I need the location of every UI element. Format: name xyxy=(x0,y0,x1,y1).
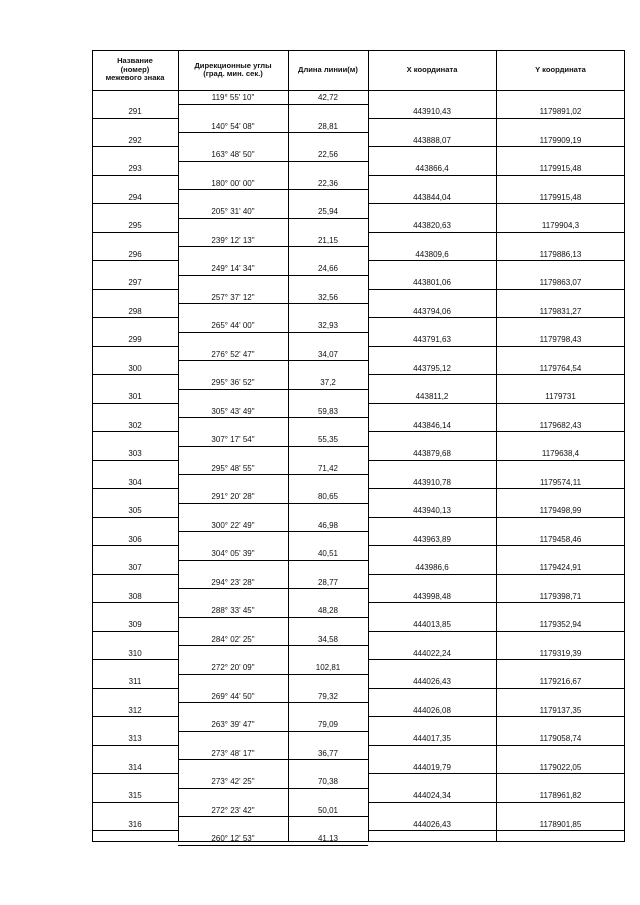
row-rule xyxy=(178,189,368,190)
row-rule xyxy=(92,688,178,689)
point-name-cell: 307 xyxy=(128,563,142,573)
coordinates-table xyxy=(92,50,625,842)
angle-cell: 276° 52' 47" xyxy=(211,349,255,359)
header-length xyxy=(288,50,368,90)
row-rule xyxy=(178,417,368,418)
x-coordinate-cell: 443888,07 xyxy=(413,135,451,145)
row-rule xyxy=(368,488,625,489)
angle-cell: 288° 33' 45" xyxy=(211,606,255,615)
length-cell: 28,81 xyxy=(317,121,339,131)
row-rule xyxy=(178,674,368,675)
length-cell: 59,83 xyxy=(317,406,339,416)
angle-cell: 307° 17' 54" xyxy=(211,435,255,444)
row-rule xyxy=(92,802,178,803)
angle-cell: 265° 44' 00" xyxy=(211,321,255,330)
x-coordinate-cell: 444017,35 xyxy=(413,734,451,744)
row-rule xyxy=(178,360,368,361)
x-coordinate-cell: 444024,34 xyxy=(413,791,451,801)
point-name-cell: 312 xyxy=(128,705,142,715)
angle-cell: 272° 23' 42" xyxy=(211,805,255,815)
row-rule xyxy=(92,460,178,461)
row-rule xyxy=(92,346,178,347)
point-name-cell: 305 xyxy=(128,506,142,516)
row-rule xyxy=(178,588,368,589)
row-rule xyxy=(178,474,368,475)
row-rule xyxy=(368,175,625,176)
header-point-name-line: межевого знака xyxy=(105,73,165,83)
point-name-cell: 306 xyxy=(128,534,142,544)
angle-cell: 269° 44' 50" xyxy=(211,691,255,701)
angle-cell: 295° 36' 52" xyxy=(211,378,255,387)
row-rule xyxy=(368,118,625,119)
y-coordinate-cell: 1179498,99 xyxy=(539,506,582,516)
length-cell: 46,98 xyxy=(317,520,339,530)
angle-cell: 180° 00' 00" xyxy=(211,178,255,188)
header-point-name-line: (номер) xyxy=(120,64,150,74)
row-rule xyxy=(92,631,178,632)
angle-cell: 305° 43' 49" xyxy=(211,406,255,416)
length-cell: 40,51 xyxy=(317,549,339,558)
row-rule xyxy=(368,289,625,290)
length-cell: 22,36 xyxy=(317,178,339,188)
header-rule xyxy=(92,90,625,91)
x-coordinate-cell: 443910,78 xyxy=(413,477,451,487)
x-coordinate-cell: 444019,79 xyxy=(413,762,451,772)
y-coordinate-cell: 1179909,19 xyxy=(539,135,582,145)
point-name-cell: 303 xyxy=(128,449,142,459)
length-cell: 50,01 xyxy=(317,805,339,815)
row-rule xyxy=(178,389,368,390)
row-rule xyxy=(92,745,178,746)
row-rule xyxy=(92,488,178,489)
y-coordinate-cell: 1179137,35 xyxy=(539,705,582,715)
header-angles-line: Дирекционные углы xyxy=(194,60,272,70)
y-coordinate-cell: 1179352,94 xyxy=(539,620,582,630)
y-coordinate-cell: 1179022,05 xyxy=(539,762,582,772)
length-cell: 79,32 xyxy=(317,691,339,701)
point-name-cell: 296 xyxy=(128,249,142,259)
length-cell: 79,09 xyxy=(317,720,339,729)
row-rule xyxy=(92,175,178,176)
row-rule xyxy=(178,816,368,817)
row-rule xyxy=(92,431,178,432)
row-rule xyxy=(92,545,178,546)
row-rule xyxy=(368,830,625,831)
row-rule xyxy=(92,289,178,290)
y-coordinate-cell: 1179891,02 xyxy=(539,107,582,117)
y-coordinate-cell: 1179216,67 xyxy=(539,677,582,687)
angle-cell: 295° 48' 55" xyxy=(211,463,255,473)
row-rule xyxy=(368,574,625,575)
row-rule xyxy=(368,602,625,603)
y-coordinate-cell: 1179319,39 xyxy=(539,648,582,658)
angle-cell: 304° 05' 39" xyxy=(211,549,255,558)
length-cell: 41,13 xyxy=(317,834,339,843)
y-coordinate-cell: 1179886,13 xyxy=(539,249,582,259)
y-coordinate-cell: 1179831,27 xyxy=(539,306,582,316)
header-point-name-line: Название xyxy=(117,56,153,66)
x-coordinate-cell: 443820,63 xyxy=(413,221,451,231)
length-cell: 32,93 xyxy=(317,321,339,330)
row-rule xyxy=(178,617,368,618)
x-coordinate-cell: 444026,08 xyxy=(413,705,451,715)
x-coordinate-cell: 443791,63 xyxy=(413,335,451,345)
y-coordinate-cell: 1178961,82 xyxy=(539,791,582,801)
row-rule xyxy=(368,146,625,147)
row-rule xyxy=(368,745,625,746)
header-angles xyxy=(178,50,288,90)
length-cell: 25,94 xyxy=(317,207,339,216)
row-rule xyxy=(92,260,178,261)
y-coordinate-cell: 1179915,48 xyxy=(539,164,582,174)
length-cell: 80,65 xyxy=(317,492,339,501)
x-coordinate-cell: 443963,89 xyxy=(413,534,451,544)
row-rule xyxy=(178,645,368,646)
y-coordinate-cell: 1179398,71 xyxy=(539,591,582,601)
point-name-cell: 295 xyxy=(128,221,142,231)
header-x-line: X координата xyxy=(406,64,458,74)
length-cell: 22,56 xyxy=(317,150,339,159)
row-rule xyxy=(92,403,178,404)
y-coordinate-cell: 1179458,46 xyxy=(539,534,582,544)
x-coordinate-cell: 443846,14 xyxy=(413,420,451,430)
x-coordinate-cell: 443986,6 xyxy=(415,563,449,573)
y-coordinate-cell: 1179574,11 xyxy=(539,477,582,487)
x-coordinate-cell: 443879,68 xyxy=(413,449,451,459)
x-coordinate-cell: 443811,2 xyxy=(415,392,449,402)
row-rule xyxy=(368,631,625,632)
angle-cell: 300° 22' 49" xyxy=(211,520,255,530)
length-cell: 102,81 xyxy=(315,663,341,672)
point-name-cell: 315 xyxy=(128,791,142,801)
y-coordinate-cell: 1179915,48 xyxy=(539,192,582,202)
length-cell: 28,77 xyxy=(317,577,339,587)
x-coordinate-cell: 444022,24 xyxy=(413,648,451,658)
x-coordinate-cell: 443801,06 xyxy=(413,278,451,288)
row-rule xyxy=(178,104,368,105)
row-rule xyxy=(178,218,368,219)
length-cell: 34,58 xyxy=(317,634,339,644)
angle-cell: 294° 23' 28" xyxy=(211,577,255,587)
angle-cell: 284° 02' 25" xyxy=(211,634,255,644)
row-rule xyxy=(368,545,625,546)
length-cell: 34,07 xyxy=(317,349,339,359)
row-rule xyxy=(178,788,368,789)
header-point-name xyxy=(92,50,178,90)
row-rule xyxy=(368,260,625,261)
angle-cell: 291° 20' 28" xyxy=(211,492,255,501)
row-rule xyxy=(368,659,625,660)
length-cell: 32,56 xyxy=(317,292,339,302)
row-rule xyxy=(92,374,178,375)
row-rule xyxy=(178,132,368,133)
x-coordinate-cell: 443866,4 xyxy=(415,164,449,174)
point-name-cell: 313 xyxy=(128,734,142,744)
y-coordinate-cell: 1179638,4 xyxy=(541,449,580,459)
row-rule xyxy=(92,118,178,119)
x-coordinate-cell: 443794,06 xyxy=(413,306,451,316)
length-cell: 36,77 xyxy=(317,748,339,758)
row-rule xyxy=(368,203,625,204)
row-rule xyxy=(178,702,368,703)
row-rule xyxy=(178,275,368,276)
row-rule xyxy=(368,688,625,689)
length-cell: 21,15 xyxy=(317,235,339,245)
point-name-cell: 294 xyxy=(128,192,142,202)
row-rule xyxy=(178,303,368,304)
row-rule xyxy=(92,830,178,831)
row-rule xyxy=(368,802,625,803)
row-rule xyxy=(178,161,368,162)
length-cell: 48,28 xyxy=(317,606,339,615)
row-rule xyxy=(368,232,625,233)
x-coordinate-cell: 443809,6 xyxy=(415,249,449,259)
row-rule xyxy=(92,574,178,575)
point-name-cell: 309 xyxy=(128,620,142,630)
y-coordinate-cell: 1179424,91 xyxy=(539,563,582,573)
row-rule xyxy=(178,246,368,247)
angle-cell: 249° 14' 34" xyxy=(211,264,255,273)
point-name-cell: 311 xyxy=(128,677,142,687)
header-y-line: Y координата xyxy=(535,64,586,74)
row-rule xyxy=(178,845,368,846)
row-rule xyxy=(92,716,178,717)
row-rule xyxy=(368,460,625,461)
row-rule xyxy=(92,602,178,603)
point-name-cell: 299 xyxy=(128,335,142,345)
angle-cell: 260° 12' 53" xyxy=(211,834,255,843)
angle-cell: 273° 42' 25" xyxy=(211,777,255,786)
point-name-cell: 308 xyxy=(128,591,142,601)
row-rule xyxy=(92,317,178,318)
row-rule xyxy=(178,731,368,732)
y-coordinate-cell: 1179798,43 xyxy=(539,335,582,345)
x-coordinate-cell: 443844,04 xyxy=(413,192,451,202)
row-rule xyxy=(92,773,178,774)
table-top-rule xyxy=(92,50,625,51)
row-rule xyxy=(368,773,625,774)
point-name-cell: 291 xyxy=(128,107,142,117)
length-cell: 37,2 xyxy=(320,378,336,387)
point-name-cell: 301 xyxy=(128,392,142,402)
length-cell: 70,38 xyxy=(317,777,339,786)
row-rule xyxy=(178,503,368,504)
angle-cell: 239° 12' 13" xyxy=(211,235,255,245)
row-rule xyxy=(368,346,625,347)
y-coordinate-cell: 1178901,85 xyxy=(539,819,582,829)
row-rule xyxy=(368,403,625,404)
header-angles-line: (град. мин. сек.) xyxy=(203,69,263,78)
row-rule xyxy=(178,759,368,760)
header-length-line: Длина линии(м) xyxy=(298,64,358,74)
angle-cell: 273° 48' 17" xyxy=(211,748,255,758)
y-coordinate-cell: 1179682,43 xyxy=(539,420,582,430)
point-name-cell: 302 xyxy=(128,420,142,430)
y-coordinate-cell: 1179731 xyxy=(545,392,576,402)
x-coordinate-cell: 443940,13 xyxy=(413,506,451,516)
x-coordinate-cell: 443795,12 xyxy=(413,363,451,373)
x-coordinate-cell: 444013,85 xyxy=(413,620,451,630)
angle-cell: 119° 55' 10" xyxy=(211,93,255,102)
angle-cell: 257° 37' 12" xyxy=(211,292,255,302)
point-name-cell: 310 xyxy=(128,648,142,658)
x-coordinate-cell: 443998,48 xyxy=(413,591,451,601)
row-rule xyxy=(178,531,368,532)
row-rule xyxy=(178,446,368,447)
header-x xyxy=(368,50,496,90)
row-rule xyxy=(368,317,625,318)
point-name-cell: 297 xyxy=(128,278,142,288)
row-rule xyxy=(92,517,178,518)
point-name-cell: 300 xyxy=(128,363,142,373)
row-rule xyxy=(92,659,178,660)
header-y xyxy=(496,50,625,90)
x-coordinate-cell: 444026,43 xyxy=(413,677,451,687)
row-rule xyxy=(178,332,368,333)
row-rule xyxy=(92,203,178,204)
point-name-cell: 316 xyxy=(128,819,142,829)
angle-cell: 263° 39' 47" xyxy=(211,720,255,729)
y-coordinate-cell: 1179764,54 xyxy=(539,363,582,373)
point-name-cell: 293 xyxy=(128,164,142,174)
row-rule xyxy=(368,716,625,717)
angle-cell: 163° 48' 50" xyxy=(211,150,255,159)
row-rule xyxy=(92,232,178,233)
angle-cell: 272° 20' 09" xyxy=(211,663,255,672)
length-cell: 24,66 xyxy=(317,264,339,273)
angle-cell: 140° 54' 08" xyxy=(211,121,255,131)
length-cell: 71,42 xyxy=(317,463,339,473)
row-rule xyxy=(368,431,625,432)
length-cell: 55,35 xyxy=(317,435,339,444)
x-coordinate-cell: 444026,43 xyxy=(413,819,451,829)
length-cell: 42,72 xyxy=(317,93,339,102)
point-name-cell: 314 xyxy=(128,762,142,772)
row-rule xyxy=(178,560,368,561)
point-name-cell: 298 xyxy=(128,306,142,316)
row-rule xyxy=(92,146,178,147)
point-name-cell: 304 xyxy=(128,477,142,487)
y-coordinate-cell: 1179863,07 xyxy=(539,278,582,288)
row-rule xyxy=(368,374,625,375)
x-coordinate-cell: 443910,43 xyxy=(413,107,451,117)
row-rule xyxy=(368,517,625,518)
y-coordinate-cell: 1179058,74 xyxy=(539,734,582,744)
angle-cell: 205° 31' 40" xyxy=(211,207,255,216)
y-coordinate-cell: 1179904,3 xyxy=(541,221,580,231)
point-name-cell: 292 xyxy=(128,135,142,145)
